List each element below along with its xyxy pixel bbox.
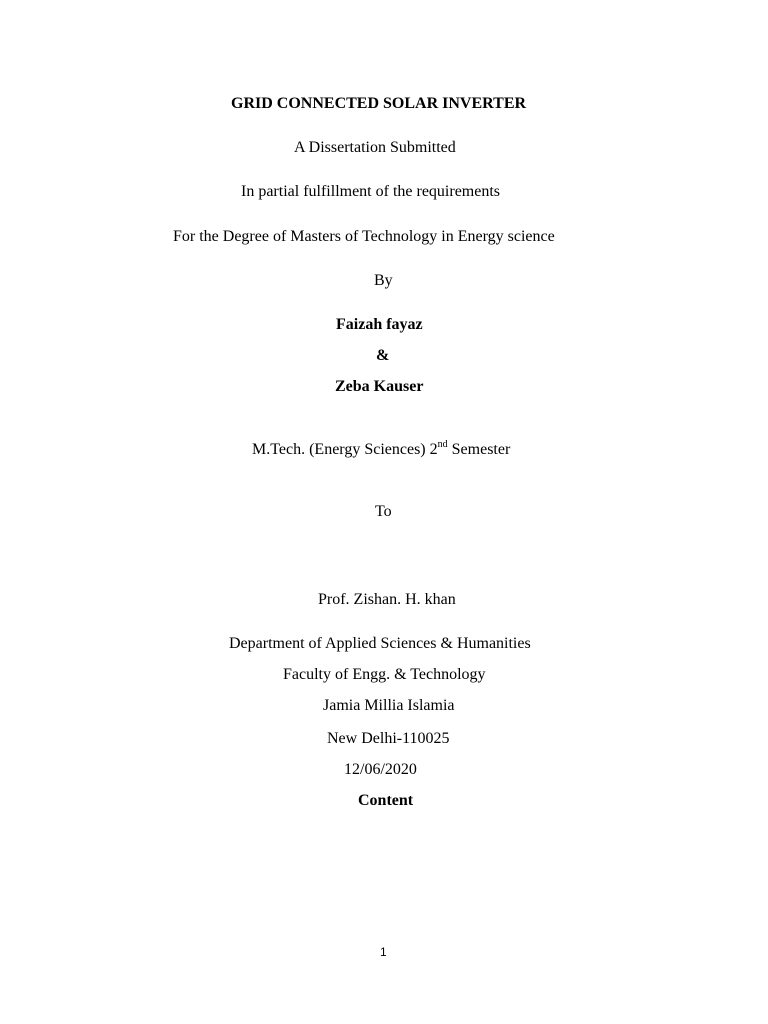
by-line: By [374, 272, 393, 289]
faculty-line: Faculty of Engg. & Technology [283, 666, 486, 683]
date-line: 12/06/2020 [344, 761, 417, 778]
program-line [252, 440, 510, 460]
author-two: Zeba Kauser [335, 378, 424, 395]
program-superscript: nd [437, 438, 448, 450]
fulfillment-line: In partial fulfillment of the requirements [241, 183, 501, 200]
program-prefix: M.Tech. (Energy Sciences) 2 [252, 441, 438, 458]
degree-line: For the Degree of Masters of Technology in Energy science [173, 228, 555, 245]
to-line: To [375, 503, 392, 520]
author-one: Faizah fayaz [336, 316, 423, 333]
content-heading: Content [358, 792, 414, 809]
city-line: New Delhi-110025 [327, 730, 450, 747]
department-line: Department of Applied Sciences & Humanities [229, 635, 531, 652]
author-ampersand: & [376, 347, 390, 364]
program-suffix: Semester [447, 441, 511, 458]
page-number: 1 [380, 945, 387, 959]
dissertation-subtitle: A Dissertation Submitted [294, 139, 456, 156]
university-line: Jamia Millia Islamia [323, 697, 455, 714]
supervisor-name: Prof. Zishan. H. khan [318, 591, 456, 608]
document-title: GRID CONNECTED SOLAR INVERTER [231, 95, 527, 112]
